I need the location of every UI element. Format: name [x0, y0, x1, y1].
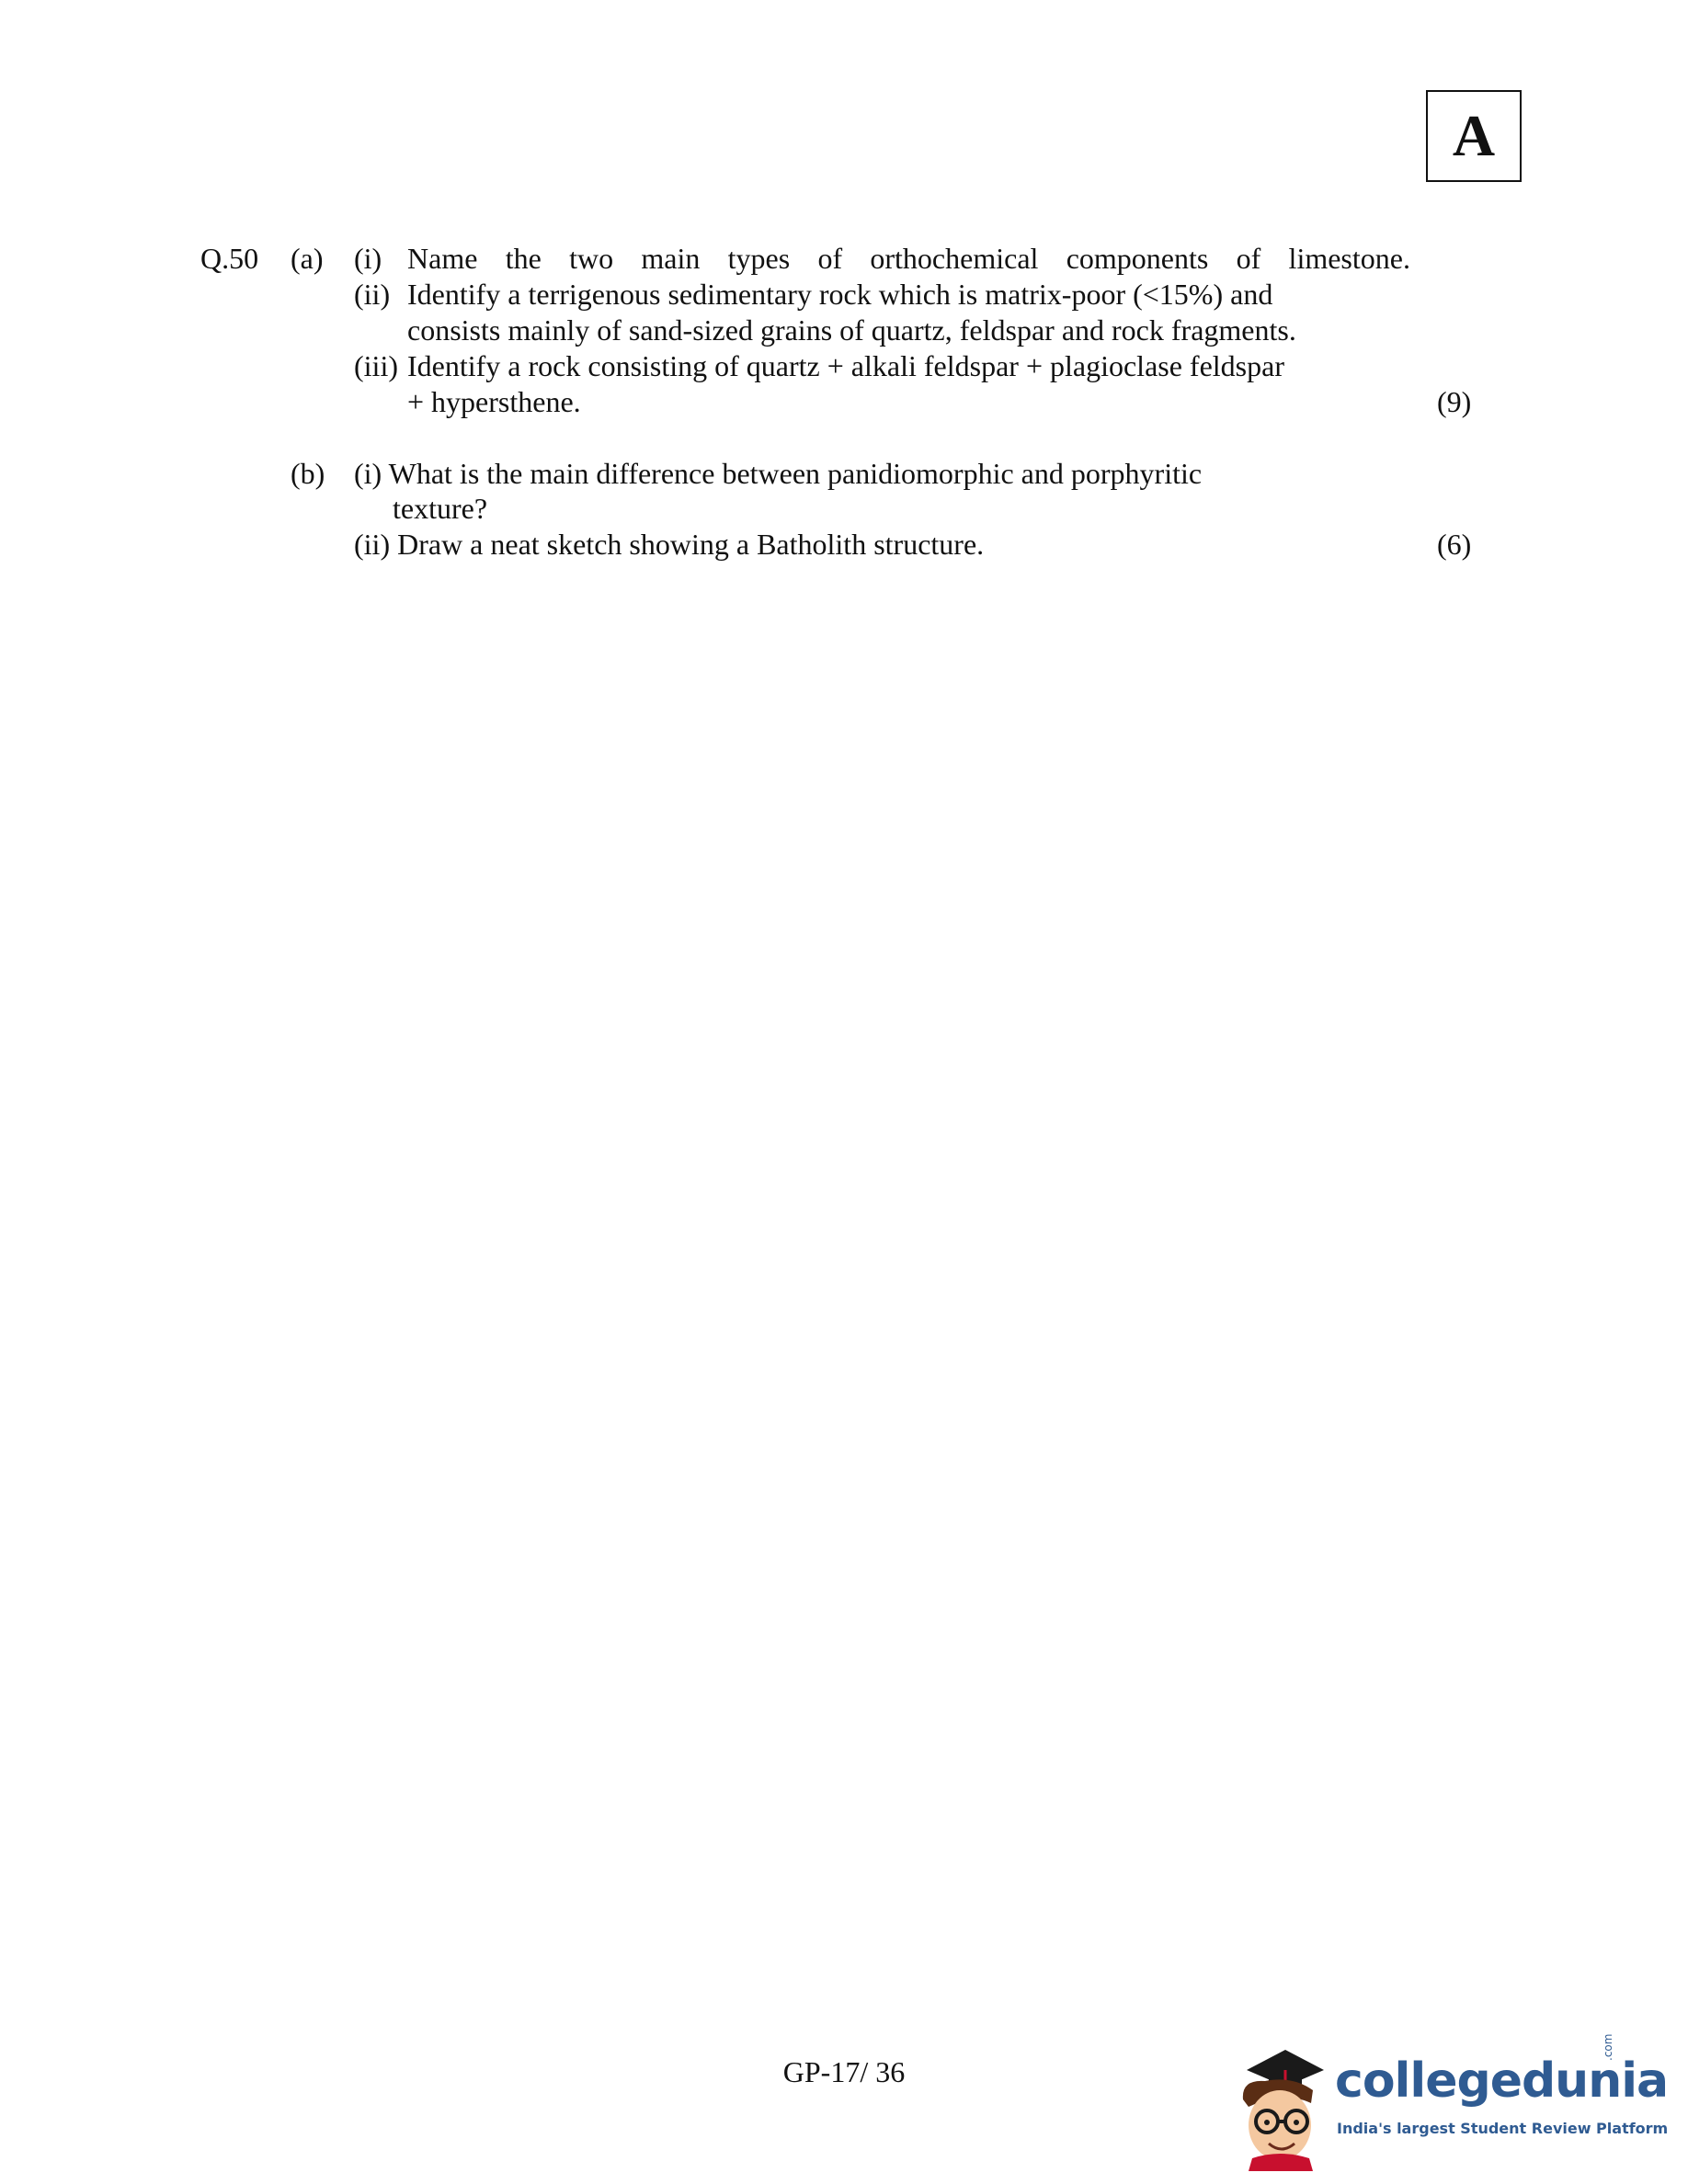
word: types: [727, 242, 791, 275]
word: Name: [407, 242, 478, 275]
logo-domain-text: .com: [1602, 2033, 1614, 2061]
item-a-iii-line2: + hypersthene.: [407, 385, 581, 418]
student-mascot-icon: [1228, 2042, 1339, 2171]
word: the: [505, 242, 542, 275]
item-a-i-text: [407, 241, 1410, 277]
set-code: A: [1452, 103, 1496, 168]
item-a-iii-label: (iii): [354, 349, 398, 382]
collegedunia-logo[interactable]: [1228, 2033, 1669, 2171]
item-b-i-line1: (i) What is the main difference between panidiomorphic and porphyritic: [354, 457, 1203, 490]
logo-tagline: India's largest Student Review Platform: [1337, 2120, 1669, 2137]
item-a-ii-line1: Identify a terrigenous sedimentary rock which is matrix-poor (<15%) and: [407, 278, 1273, 311]
item-b-i-line2: texture?: [393, 492, 488, 525]
word: of: [1236, 242, 1261, 275]
word: limestone.: [1288, 242, 1410, 275]
item-a-ii-label: (ii): [354, 278, 391, 311]
word: main: [641, 242, 701, 275]
part-b-label: (b): [291, 457, 325, 490]
set-code-box: [1426, 90, 1522, 182]
marks-a: (9): [1437, 385, 1472, 418]
item-b-ii-line1: (ii) Draw a neat sketch showing a Batholith structure.: [354, 528, 985, 561]
page-number: GP-17/ 36: [782, 2055, 906, 2088]
word: two: [569, 242, 614, 275]
word: of: [817, 242, 843, 275]
item-a-iii-line1: Identify a rock consisting of quartz + alkali feldspar + plagioclase feldspar: [407, 349, 1284, 382]
item-a-ii-line2: consists mainly of sand-sized grains of quartz, feldspar and rock fragments.: [407, 313, 1296, 347]
part-a-label: (a): [291, 242, 324, 275]
item-a-i-label: (i): [354, 242, 382, 275]
logo-brand-text: collegedunia: [1335, 2053, 1669, 2109]
word: orthochemical: [870, 242, 1039, 275]
word: components: [1066, 242, 1209, 275]
marks-b: (6): [1437, 528, 1472, 561]
question-number: Q.50: [200, 242, 259, 275]
